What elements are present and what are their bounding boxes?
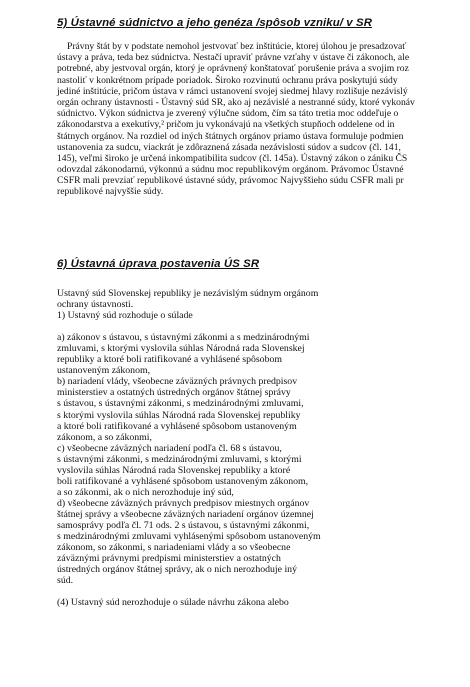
section-5-paragraph xyxy=(57,41,470,198)
list-line: záväznými právnymi predpismi ministerstiev a ostatných xyxy=(57,553,281,565)
paragraph-line: štátnych orgánov. Na rozdiel od iných štátnych orgánov priamo ústava formuluje podmien xyxy=(57,130,404,142)
paragraph-line: CSFR mali prevziať republikové ústavné súdy, právomoc Najvyššieho súdu CSFR mali pr xyxy=(57,175,404,187)
list-line: zákonom, so zákonmi, s nariadeniami vlády a so všeobecne xyxy=(57,542,291,554)
intro-line: 1) Ustavný súd rozhoduje o súlade xyxy=(57,310,193,322)
list-line: a) zákonov s ústavou, s ústavnými zákonmi a s medzinárodnými xyxy=(57,332,310,344)
section-5-heading: 5) Ústavné súdnictvo a jeho genéza /spôsob vzniku/ v SR xyxy=(57,17,373,29)
paragraph-line: 145), veľmi široko je určená inkompatibilita sudcov (čl. 145a). Ústavný zákon o zániku ČS xyxy=(57,152,408,164)
list-line: zmluvami, s ktorými vyslovila súhlas Národná rada Slovenskej xyxy=(57,343,305,355)
paragraph-line: ustanovenia za sudcu, viackrát je zdôraznená zásada nezávislosti súdov a sudcov (čl. 141, xyxy=(57,141,401,153)
list-line: s medzinárodnými zmluvami vyhlásenými spôsobom ustanoveným xyxy=(57,531,321,543)
list-line: ustanoveným zákonom, xyxy=(57,365,151,377)
paragraph-line: nastoliť v konkrétnom prípade poriadok. Široko rozvinutú ochranu práva poskytujú súdy xyxy=(57,74,398,86)
final-line: (4) Ustavný súd nerozhoduje o súlade návrhu zákona alebo xyxy=(57,597,289,609)
list-line: b) nariadení vlády, všeobecne záväzných právnych predpisov xyxy=(57,376,298,388)
paragraph-line: ústavy a práva, teda bez súdnictva. Nestačí upraviť právne vzťahy v ústave či zákonoch, ale xyxy=(57,52,410,64)
paragraph-line: republikové najvyššie súdy. xyxy=(57,186,164,198)
list-line: zákonom, a so zákonmi, xyxy=(57,431,152,443)
intro-line: Ustavný súd Slovenskej republiky je nezávislým súdnym orgánom xyxy=(57,288,319,299)
paragraph-line: zákonodarstva a exekutívy,² pričom ju vykonávajú na všetkých stupňoch oddelene od in xyxy=(57,119,395,131)
paragraph-line: potrebné, aby jestvoval orgán, ktorý je oprávnený konštatovať porušenie práva a svojim roz xyxy=(57,63,409,75)
paragraph-line: odovzdal zákonodarnú, výkonnú a súdnu moc republikovým orgánom. Právomoc Ústavné xyxy=(57,164,404,176)
section-6-body xyxy=(57,288,357,608)
section-6-heading: 6) Ústavná úprava postavenia ÚS SR xyxy=(57,258,260,270)
list-line: d) všeobecne záväzných právnych predpisov miestnych orgánov xyxy=(57,497,310,509)
list-line: a ktoré boli ratifikované a vyhlásené spôsobom ustanoveným xyxy=(57,420,297,432)
list-line: s ktorými vyslovila súhlas Národná rada Slovenskej republiky xyxy=(57,409,301,421)
list-line: c) všeobecne záväzných nariadení podľa čl. 68 s ústavou, xyxy=(57,442,282,454)
intro-line: ochrany ústavnosti. xyxy=(57,299,134,311)
list-line: ministerstiev a ostatných ústredných orgánov štátnej správy xyxy=(57,387,291,399)
list-line: republiky a ktoré boli ratifikované a vyhlásené spôsobom xyxy=(57,354,282,366)
list-line: boli ratifikované a vyhlásené spôsobom ustanoveným zákonom, xyxy=(57,475,309,487)
list-line: ústredných orgánov štátnej správy, ak o nich nerozhoduje iný xyxy=(57,564,297,576)
paragraph-line: jediné inštitúcie, pričom ústava v rámci ustanovení svojej siedmej hlavy rozlišuje nezávislý xyxy=(57,85,408,97)
list-line: vyslovila súhlas Národná rada Slovenskej republiky a ktoré xyxy=(57,464,291,476)
list-line: s ústavnými zákonmi, s medzinárodnými zmluvami, s ktorými xyxy=(57,453,302,465)
list-line: štátnej správy a všeobecne záväzných nariadení orgánov územnej xyxy=(57,508,314,520)
paragraph-line: orgán ochrany ústavnosti - Ústavný súd SR, ako aj nezávislé a nestranné súdy, ktoré vykonáv xyxy=(57,96,415,108)
list-line: s ústavou, s ústavnými zákonmi, s medzinárodnými zmluvami, xyxy=(57,398,304,410)
list-line: súd. xyxy=(57,575,74,587)
paragraph-line: súdnictvo. Výkon súdnictva je zverený výlučne súdom, čím sa táto tretia moc oddeľuje o xyxy=(57,108,399,120)
paragraph-line: Právny štát by v podstate nemohol jestvovať bez inštitúcie, ktorej úlohou je presadzovať xyxy=(67,41,407,52)
list-line: samosprávy podľa čl. 71 ods. 2 s ústavou, s ústavnými zákonmi, xyxy=(57,519,310,531)
list-line: a so zákonmi, ak o nich nerozhoduje iný súd, xyxy=(57,486,234,498)
